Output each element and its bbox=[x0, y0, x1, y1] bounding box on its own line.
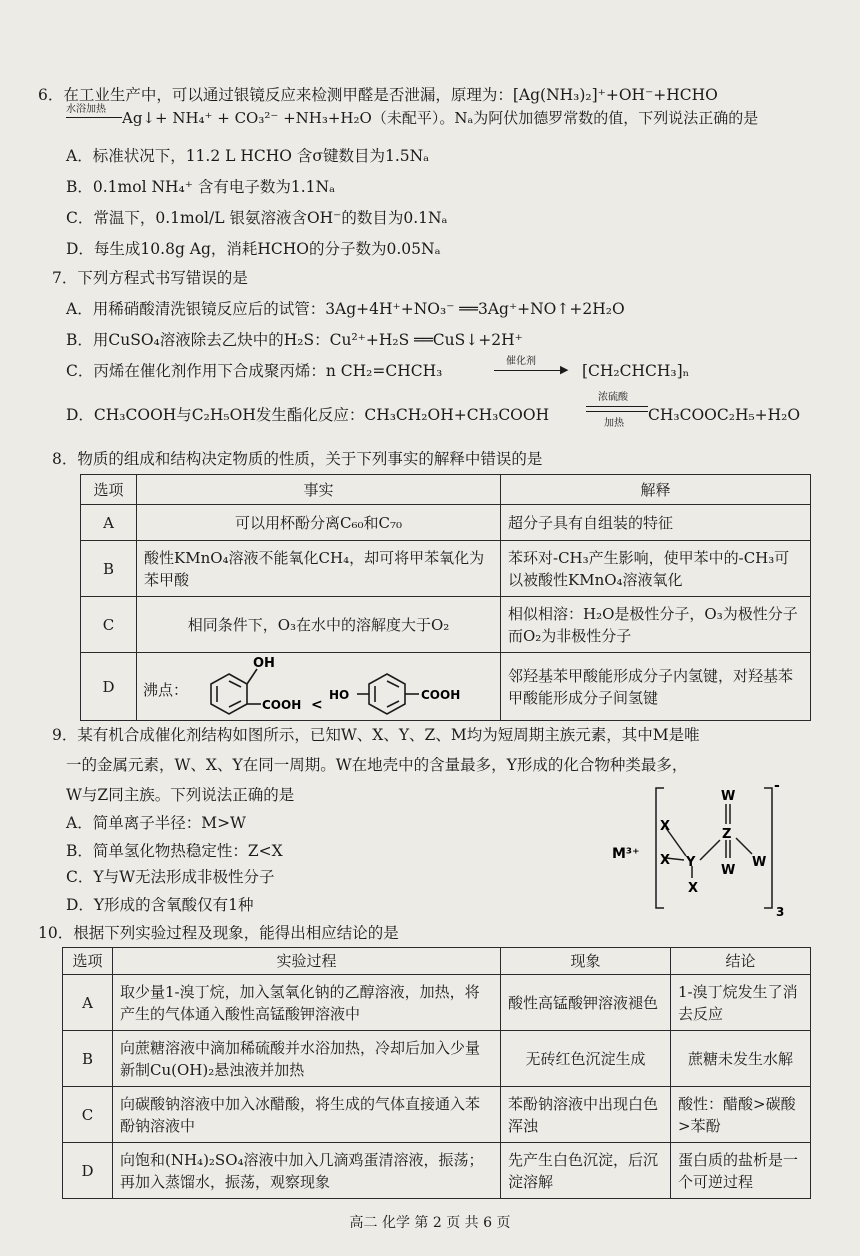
q9-option-d: D．Y形成的含氧酸仅有1种 bbox=[66, 896, 254, 914]
right-bracket bbox=[764, 788, 772, 908]
atom-y: Y bbox=[686, 855, 696, 870]
q10-row-c-process: 向碳酸钠溶液中加入冰醋酸，将生成的气体直接通入苯酚钠溶液中 bbox=[113, 1087, 501, 1143]
q10-row-c-conclusion: 酸性：醋酸>碳酸>苯酚 bbox=[671, 1087, 811, 1143]
atom-x-bottom: X bbox=[688, 881, 699, 896]
q10-row-b-process: 向蔗糖溶液中滴加稀硫酸并水浴加热，冷却后加入少量新制Cu(OH)₂悬浊液并加热 bbox=[113, 1031, 501, 1087]
ho-group: HO bbox=[329, 687, 350, 702]
q10-row-b-phenomenon: 无砖红色沉淀生成 bbox=[501, 1031, 671, 1087]
subscript-count: 3 bbox=[776, 905, 785, 918]
q10-stem: 10．根据下列实验过程及现象，能得出相应结论的是 bbox=[38, 924, 399, 942]
table-row bbox=[81, 541, 811, 597]
q7-d-condition-top: 浓硫酸 bbox=[598, 392, 628, 403]
q10-row-a-option: A bbox=[63, 975, 113, 1031]
q10-header-option: 选项 bbox=[63, 948, 113, 975]
table-row bbox=[63, 1031, 811, 1087]
q9-option-c: C．Y与W无法形成非极性分子 bbox=[66, 868, 275, 886]
q9-option-a: A．简单离子半径：M>W bbox=[66, 814, 246, 832]
q8-row-b-explanation: 苯环对-CH₃产生影响，使甲苯中的-CH₃可以被酸性KMnO₄溶液氧化 bbox=[501, 541, 811, 597]
q8-row-d-explanation: 邻羟基苯甲酸能形成分子内氢键，对羟基苯甲酸能形成分子间氢键 bbox=[501, 653, 811, 721]
table-row bbox=[81, 505, 811, 541]
q6-option-d: D．每生成10.8g Ag，消耗HCHO的分子数为0.05Nₐ bbox=[66, 240, 441, 258]
q6-stem-line1: 6．在工业生产中，可以通过银镜反应来检测甲醛是否泄漏，原理为：[Ag(NH₃)₂]⁺+OH⁻+HCHO bbox=[38, 86, 718, 104]
q10-row-d-option: D bbox=[63, 1143, 113, 1199]
q6-option-a: A．标准状况下，11.2 L HCHO 含σ键数目为1.5Nₐ bbox=[66, 147, 430, 165]
q9-stem-line2: 一的金属元素，W、X、Y在同一周期。W在地壳中的含量最多，Y形成的化合物种类最多， bbox=[66, 756, 688, 774]
atom-w-right: W bbox=[752, 855, 767, 870]
q8-row-d-option: D bbox=[81, 653, 137, 721]
q7-c-arrowhead: ▶ bbox=[560, 363, 569, 376]
q6-reaction-arrow bbox=[66, 117, 122, 118]
q10-row-a-process: 取少量1-溴丁烷，加入氢氧化钠的乙醇溶液，加热，将产生的气体通入酸性高锰酸钾溶液中 bbox=[113, 975, 501, 1031]
q8-header-option: 选项 bbox=[81, 475, 137, 505]
q10-row-b-conclusion: 蔗糖未发生水解 bbox=[671, 1031, 811, 1087]
q7-option-a: A．用稀硝酸清洗银镜反应后的试管：3Ag+4H⁺+NO₃⁻ ══3Ag⁺+NO↑+2H₂O bbox=[66, 300, 625, 318]
atom-z: Z bbox=[722, 827, 732, 842]
atom-x-middle: X bbox=[660, 853, 671, 868]
table-row bbox=[81, 653, 811, 721]
page-footer: 高二 化学 第 2 页 共 6 页 bbox=[349, 1215, 511, 1231]
metal-cation-m: M³⁺ bbox=[612, 846, 640, 862]
q8-header-fact: 事实 bbox=[137, 475, 501, 505]
anion-charge: - bbox=[774, 778, 780, 794]
q7-c-product: [CH₂CHCH₃]ₙ bbox=[582, 362, 690, 380]
q6-condition: 水浴加热 bbox=[66, 104, 106, 115]
q10-row-d-phenomenon: 先产生白色沉淀，后沉淀溶解 bbox=[501, 1143, 671, 1199]
q8-row-a-option: A bbox=[81, 505, 137, 541]
q6-option-c: C．常温下，0.1mol/L 银氨溶液含OH⁻的数目为0.1Nₐ bbox=[66, 209, 448, 227]
q9-option-b: B．简单氢化物热稳定性：Z<X bbox=[66, 842, 283, 860]
q8-row-c-option: C bbox=[81, 597, 137, 653]
atom-w-bottom: W bbox=[721, 863, 736, 878]
table-row bbox=[63, 975, 811, 1031]
q7-stem: 7．下列方程式书写错误的是 bbox=[52, 269, 248, 287]
q8-stem: 8．物质的组成和结构决定物质的性质，关于下列事实的解释中错误的是 bbox=[52, 450, 543, 468]
hydroxybenzoic-acids-structure bbox=[199, 655, 495, 719]
q10-header-process: 实验过程 bbox=[113, 948, 501, 975]
q7-d-arrow-forward bbox=[586, 406, 648, 407]
q10-row-d-conclusion: 蛋白质的盐析是一个可逆过程 bbox=[671, 1143, 811, 1199]
q7-c-arrow bbox=[494, 370, 566, 371]
table-row bbox=[81, 597, 811, 653]
q10-row-d-process: 向饱和(NH₄)₂SO₄溶液中加入几滴鸡蛋清溶液，振荡；再加入蒸馏水，振荡，观察现象 bbox=[113, 1143, 501, 1199]
q10-row-a-conclusion: 1-溴丁烷发生了消去反应 bbox=[671, 975, 811, 1031]
q8-boiling-point-label: 沸点： bbox=[143, 680, 189, 699]
catalyst-structure bbox=[604, 778, 804, 918]
q8-row-c-fact: 相同条件下，O₃在水中的溶解度大于O₂ bbox=[137, 597, 501, 653]
q8-row-d-fact bbox=[137, 653, 501, 721]
q8-row-c-explanation: 相似相溶：H₂O是极性分子，O₃为极性分子而O₂为非极性分子 bbox=[501, 597, 811, 653]
table-row bbox=[63, 1143, 811, 1199]
q8-row-a-explanation: 超分子具有自组装的特征 bbox=[501, 505, 811, 541]
q10-header-phenomenon: 现象 bbox=[501, 948, 671, 975]
atom-x-top: X bbox=[660, 819, 671, 834]
cooh-group-para: COOH bbox=[421, 687, 461, 702]
q8-row-b-option: B bbox=[81, 541, 137, 597]
q10-header-row bbox=[63, 948, 811, 975]
left-bracket bbox=[656, 788, 664, 908]
q7-option-d: D．CH₃COOH与C₂H₅OH发生酯化反应：CH₃CH₂OH+CH₃COOH bbox=[66, 406, 550, 424]
q7-option-b: B．用CuSO₄溶液除去乙炔中的H₂S：Cu²⁺+H₂S ══CuS↓+2H⁺ bbox=[66, 331, 523, 349]
q8-header-explanation: 解释 bbox=[501, 475, 811, 505]
q10-row-c-option: C bbox=[63, 1087, 113, 1143]
q8-header-row bbox=[81, 475, 811, 505]
oh-group: OH bbox=[253, 655, 275, 671]
q8-row-a-fact: 可以用杯酚分离C₆₀和C₇₀ bbox=[137, 505, 501, 541]
q9-stem-line3: W与Z同主族。下列说法正确的是 bbox=[66, 786, 295, 804]
q9-stem-line1: 9．某有机合成催化剂结构如图所示，已知W、X、Y、Z、M均为短周期主族元素，其中M是唯 bbox=[52, 726, 700, 744]
q7-d-arrow-back bbox=[586, 411, 648, 412]
q10-table bbox=[62, 947, 811, 1199]
q6-stem-line2: Ag↓+ NH₄⁺ + CO₃²⁻ +NH₃+H₂O（未配平）。Nₐ为阿伏加德罗常数的值，下列说法正确的是 bbox=[122, 109, 759, 127]
table-row bbox=[63, 1087, 811, 1143]
q7-option-c: C．丙烯在催化剂作用下合成聚丙烯：n CH₂=CHCH₃ bbox=[66, 362, 443, 380]
q8-row-b-fact: 酸性KMnO₄溶液不能氧化CH₄，却可将甲苯氧化为苯甲酸 bbox=[137, 541, 501, 597]
q6-option-b: B．0.1mol NH₄⁺ 含有电子数为1.1Nₐ bbox=[66, 178, 336, 196]
q7-d-product: CH₃COOC₂H₅+H₂O bbox=[648, 406, 801, 424]
q10-row-b-option: B bbox=[63, 1031, 113, 1087]
q10-header-conclusion: 结论 bbox=[671, 948, 811, 975]
cooh-group-ortho: COOH bbox=[262, 697, 302, 712]
q7-d-condition-bottom: 加热 bbox=[604, 418, 624, 429]
q8-table bbox=[80, 474, 811, 721]
atom-w-top: W bbox=[721, 789, 736, 804]
q7-c-condition: 催化剂 bbox=[506, 356, 536, 367]
q10-row-a-phenomenon: 酸性高锰酸钾溶液褪色 bbox=[501, 975, 671, 1031]
less-than-sign: < bbox=[311, 696, 323, 713]
q10-row-c-phenomenon: 苯酚钠溶液中出现白色浑浊 bbox=[501, 1087, 671, 1143]
